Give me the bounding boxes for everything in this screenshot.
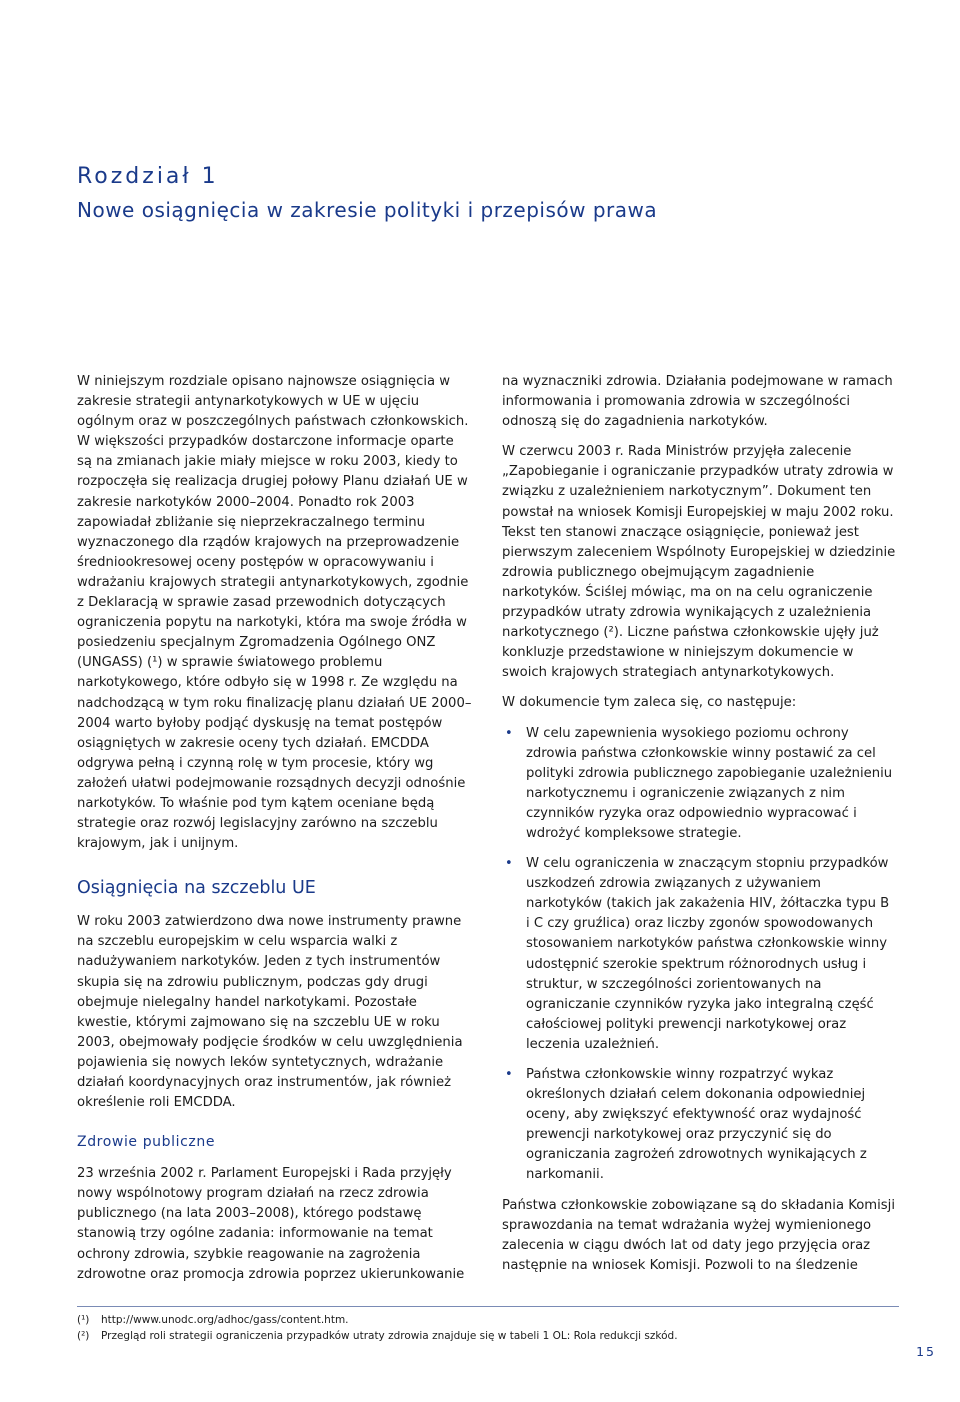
left-column bbox=[77, 372, 472, 1295]
section-paragraph: W roku 2003 zatwierdzono dwa nowe instrumenty prawne na szczeblu europejskim w celu wsparcia walki z nadużywaniem narkotyków. Jeden z tych instrumentów skupia się na zdrowiu publicznym, podczas gdy drugi obejmuje nielegalny handel narkotykami. Pozostałe kwestie, którymi zajmowano się na szczeblu UE w roku 2003, obejmowały podjęcie środków w celu uwzględnienia pojawienia się nowych leków syntetycznych, wdrażanie działań koordynacyjnych oraz instrumentów, jak również określenie roli EMCDDA. bbox=[77, 914, 463, 1111]
right-paragraph-3: W dokumencie tym zaleca się, co następuje: bbox=[502, 695, 797, 711]
list-item-text: W celu zapewnienia wysokiego poziomu ochrony zdrowia państwa członkowskie winny postawić za cel polityki zdrowia publicznego zapobieganie uzależnieniu narkotycznemu i ograniczenie związanych z nim czynników ryzyka oraz odpowiednio wypracować i wdrożyć kompleksowe strategie. bbox=[526, 725, 893, 841]
footnote-divider bbox=[77, 1306, 899, 1307]
footnote-link[interactable]: http://www.unodc.org/adhoc/gass/content.htm. bbox=[101, 1314, 349, 1326]
right-paragraph-1: na wyznaczniki zdrowia. Działania podejmowane w ramach informowania i promowania zdrowia w szczególności odnoszą się do zagadnienia narkotyków. bbox=[502, 374, 893, 430]
list-item-text: Państwa członkowskie winny rozpatrzyć wykaz określonych działań celem dokonania odpowiedniej oceny, aby zwiększyć efektywność oraz wydajność prewencji narkotykowej oraz przyczynić się do ograniczania zagrożeń zdrowotnych wynikających z narkomanii. bbox=[526, 1067, 867, 1183]
list-item-text: W celu ograniczenia w znaczącym stopniu przypadków uszkodzeń zdrowia związanych z używaniem narkotyków (takich jak zakażenia HIV, żółtaczka typu B i C czy gruźlica) oraz liczby zgonów spowodowanych stosowaniem narkotyków państwa członkowskie winny udostępnić szerokie spektrum różnorodnych usług i struktur, w szczególności zorientowanych na ograniczanie czynników ryzyka jako integralną część całościowej polityki prewencji narkotykowej oraz leczenia uzależnień. bbox=[526, 856, 890, 1052]
footnote-1 bbox=[77, 1312, 899, 1328]
footnote-text: Przegląd roli strategii ograniczenia przypadków utraty zdrowia znajduje się w tabeli 1 OL: Rola redukcji szkód. bbox=[101, 1330, 678, 1342]
page-number: 15 bbox=[916, 1344, 936, 1359]
list-item bbox=[502, 724, 897, 845]
footnote-2 bbox=[77, 1328, 899, 1344]
subsection-heading: Zdrowie publiczne bbox=[77, 1134, 216, 1151]
chapter-label: Rozdział 1 bbox=[77, 164, 219, 189]
footnote-marker: (²) bbox=[77, 1330, 90, 1342]
footnotes bbox=[77, 1312, 899, 1344]
bullet-icon: • bbox=[505, 1067, 513, 1082]
section-heading: Osiągnięcia na szczeblu UE bbox=[77, 878, 316, 899]
right-paragraph-4: Państwa członkowskie zobowiązane są do składania Komisji sprawozdania na temat wdrażania wyżej wymienionego zalecenia w ciągu dwóch lat od daty jego przyjęcia oraz następnie na wniosek Komisji. Pozwoli to na śledzenie bbox=[502, 1197, 895, 1273]
right-paragraph-2: W czerwcu 2003 r. Rada Ministrów przyjęła zalecenie „Zapobieganie i ograniczanie przypadków utraty zdrowia w związku z uzależnieniem narkotycznym”. Dokument ten powstał na wniosek Komisji Europejskiej w maju 2002 roku. Tekst ten stanowi znaczące osiągnięcie, ponieważ jest pierwszym zaleceniem Wspólnoty Europejskiej w dziedzinie zdrowia publicznego obejmującym zagadnienie narkotyków. Ściślej mówiąc, ma on na celu ograniczenie przypadków utraty zdrowia wynikających z uzależnienia narkotycznego (²). Liczne państwa członkowskie ujęły już konkluzje przedstawione w niniejszym dokumencie w swoich krajowych strategiach antynarkotykowych. bbox=[502, 444, 896, 681]
bullet-icon: • bbox=[505, 856, 513, 872]
chapter-title: Nowe osiągnięcia w zakresie polityki i przepisów prawa bbox=[77, 198, 658, 222]
list-item bbox=[502, 1065, 897, 1186]
subsection-paragraph: 23 września 2002 r. Parlament Europejski i Rada przyjęły nowy wspólnotowy program działań na rzecz zdrowia publicznego (na lata 2003–2008), którego podstawę stanowią trzy ogólne zadania: informowanie na temat ochrony zdrowia, szybkie reagowanie na zagrożenia zdrowotne oraz promocja zdrowia poprzez ukierunkowanie bbox=[77, 1166, 465, 1282]
right-column bbox=[502, 372, 897, 1286]
footnote-marker: (¹) bbox=[77, 1314, 90, 1326]
recommendation-list bbox=[502, 724, 897, 1186]
intro-paragraph: W niniejszym rozdziale opisano najnowsze osiągnięcia w zakresie strategii antynarkotykowych w UE w ujęciu ogólnym oraz w poszczególnych państwach członkowskich. W większości przypadków dostarczone informacje oparte są na zmianach jakie miały miejsce w roku 2003, kiedy to rozpoczęła się realizacja drugiej połowy Planu działań UE w zakresie narkotyków 2000–2004. Ponadto rok 2003 zapowiadał zbliżanie się nieprzekraczalnego terminu wyznaczonego dla rządów krajowych na przeprowadzenie średniookresowej oceny postępów w opracowywaniu i wdrażaniu krajowych strategii antynarkotykowych, zgodnie z Deklaracją w sprawie zasad przewodnich dotyczących ograniczenia popytu na narkotyki, która ma swoje źródła w posiedzeniu specjalnym Zgromadzenia Ogólnego ONZ (UNGASS) (¹) w sprawie światowego problemu narkotykowego, które odbyło się w 1998 r. Ze względu na nadchodzącą w tym roku finalizację planu działań UE 2000–2004 warto byłoby podjąć dyskusję na temat postępów osiągniętych w zakresie oceny tych działań. EMCDDA odgrywa pełną i czynną rolę w tym procesie, który wg założeń ułatwi podejmowanie rozsądnych decyzji odnośnie narkotyków. To właśnie pod tym kątem oceniane będą strategie oraz rozwój legislacyjny zarówno na szczeblu krajowym, jak i unijnym. bbox=[77, 374, 472, 852]
list-item bbox=[502, 854, 897, 1055]
bullet-icon: • bbox=[505, 725, 513, 741]
